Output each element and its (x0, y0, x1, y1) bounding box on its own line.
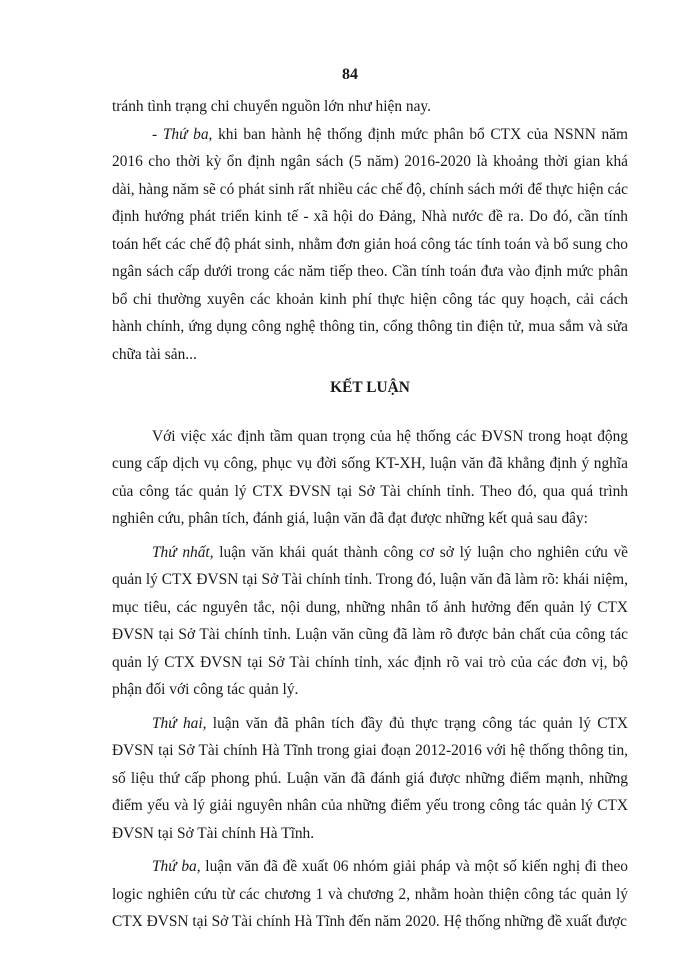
paragraph-thu-ba-recommendation (112, 121, 628, 369)
section-heading: KẾT LUẬN (330, 379, 410, 396)
paragraph-continuation (112, 93, 628, 121)
paragraph-text: , khi ban hành hệ thống định mức phân bổ CTX của NSNN năm 2016 cho thời kỳ ổn định ngân sách (5 năm) 2016-2020 là khoảng thời gian khá dài, hàng năm sẽ có phát sinh rất nhiều các chế độ, chính sách mới để thực hiện các định hướng phát triển kinh tế - xã hội do Đảng, Nhà nước đề ra. Do đó, cần tính toán hết các chế độ phát sinh, nhằm đơn giản hoá công tác tính toán và bổ sung cho ngân sách cấp dưới trong các năm tiếp theo. Cần tính toán đưa vào định mức phân bổ chi thường xuyên các khoản kinh phí thực hiện công tác quy hoạch, cải cách hành chính, ứng dụng công nghệ thông tin, cổng thông tin điện tử, mua sắm và sửa chữa tài sản... (112, 125, 628, 363)
paragraph-lead: Thứ ba (162, 125, 209, 143)
page-number: 84 (342, 66, 358, 83)
paragraph-thu-nhat (112, 539, 628, 704)
paragraph-thu-ba-conclusion (112, 853, 628, 936)
paragraph-lead: Thứ ba (152, 858, 197, 875)
paragraph-prefix: - (152, 125, 163, 143)
body-text (112, 93, 628, 936)
paragraph-text: tránh tình trạng chi chuyển nguồn lớn như hiện nay. (112, 98, 431, 115)
paragraph-thu-hai (112, 710, 628, 848)
paragraph-text: Với việc xác định tầm quan trọng của hệ thống các ĐVSN trong hoạt động cung cấp dịch vụ công, phục vụ đời sống KT-XH, luận văn đã khẳng định ý nghĩa của công tác quản lý CTX ĐVSN tại Sở Tài chính tỉnh. Theo đó, qua quá trình nghiên cứu, phân tích, đánh giá, luận văn đã đạt được những kết quả sau đây: (112, 427, 628, 527)
paragraph-text: , luận văn đã phân tích đầy đủ thực trạng công tác quản lý CTX ĐVSN tại Sở Tài chính Hà Tĩnh trong giai đoạn 2012-2016 với hệ thống thông tin, số liệu thứ cấp phong phú. Luận văn đã đánh giá được những điểm mạnh, những điểm yếu và lý giải nguyên nhân của những điểm yếu trong công tác quản lý CTX ĐVSN tại Sở Tài chính Hà Tĩnh. (112, 714, 628, 842)
paragraph-lead: Thứ hai (152, 714, 203, 732)
paragraph-text: , luận văn khái quát thành công cơ sở lý luận cho nghiên cứu về quản lý CTX ĐVSN tại Sở Tài chính tỉnh. Trong đó, luận văn đã làm rõ: khái niệm, mục tiêu, các nguyên tắc, nội dung, những nhân tố ảnh hưởng đến quản lý CTX ĐVSN tại Sở Tài chính tỉnh. Luận văn cũng đã làm rõ được bản chất của công tác quản lý CTX ĐVSN tại Sở Tài chính tỉnh, xác định rõ vai trò của các đơn vị, bộ phận đối với công tác quản lý. (112, 543, 628, 698)
paragraph-text: , luận văn đã đề xuất 06 nhóm giải pháp và một số kiến nghị đi theo logic nghiên cứu từ các chương 1 và chương 2, nhằm hoàn thiện công tác quản lý CTX ĐVSN tại Sở Tài chính Hà Tĩnh đến năm 2020. Hệ thống những đề xuất được (112, 858, 629, 930)
paragraph-conclusion-intro (112, 423, 628, 533)
paragraph-lead: Thứ nhất (152, 543, 210, 561)
